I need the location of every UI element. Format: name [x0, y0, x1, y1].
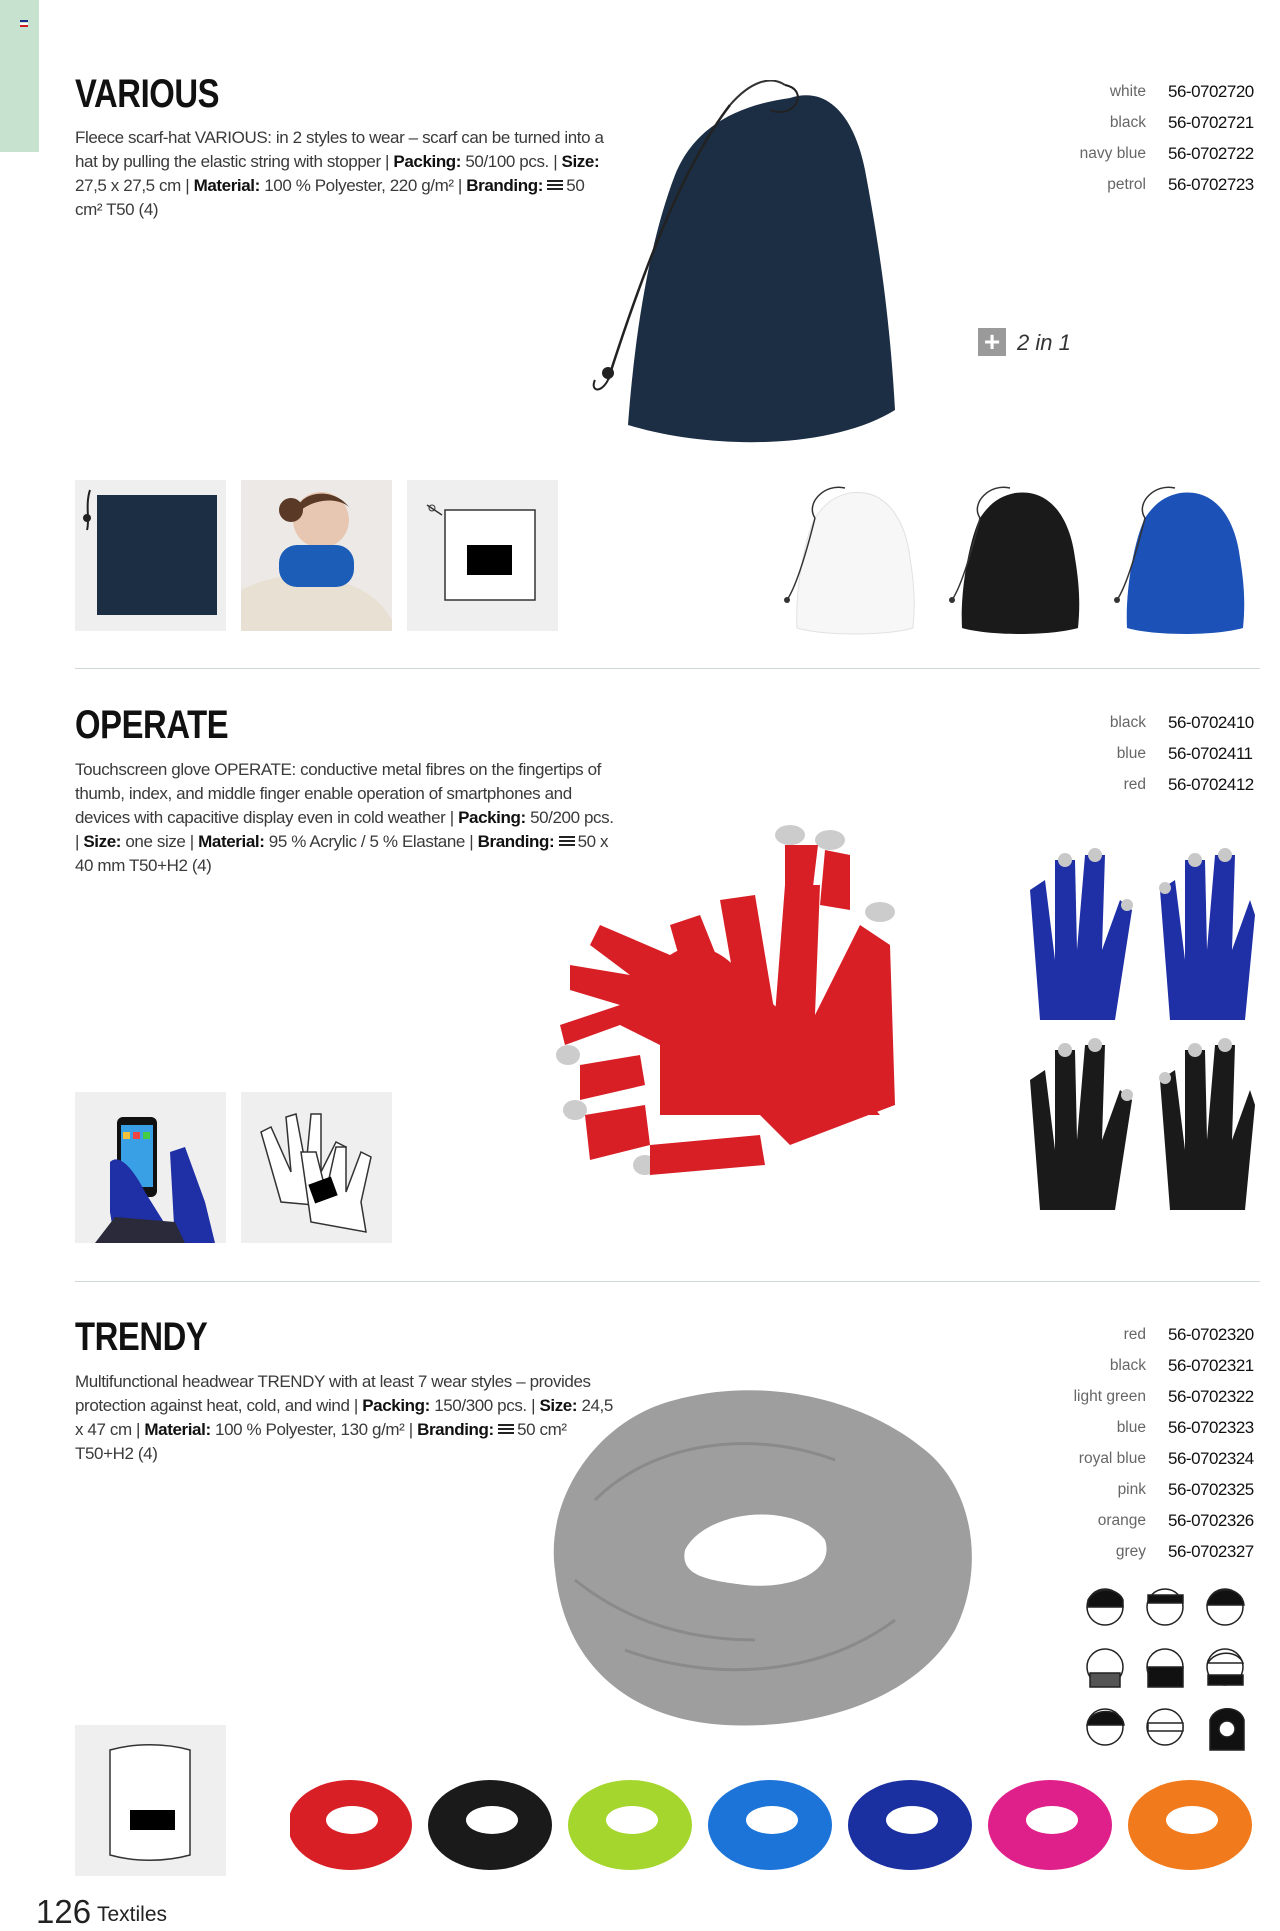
variant-row: black 56-0702410 — [1109, 712, 1254, 732]
chapter-tab — [0, 0, 39, 152]
branding-area-thumbnail — [407, 480, 558, 631]
product-description: Fleece scarf-hat VARIOUS: in 2 styles to wear – scarf can be turned into a hat by pulling the elastic string with stopper | Packing: 50/100 pcs. | Size: 27,5 x 27,5 cm | Material: 100 % Polyester, 220 g/m² | Branding: 50 cm² T50 (4) — [75, 128, 604, 219]
product-description: Multifunctional headwear TRENDY with at least 7 wear styles – provides protection against heat, cold, and wind | Packing: 150/300 pcs. | Size: 24,5 x 47 cm | Material: 100 % Polyester, 130 g/m² | Branding: 50 cm² T50+H2 (4) — [75, 1372, 613, 1463]
variant-row: orange 56-0702326 — [1097, 1510, 1254, 1530]
glove-variants-image — [1020, 840, 1260, 1230]
variant-list — [1006, 76, 1254, 200]
variant-row: red 56-0702412 — [1123, 774, 1254, 794]
variant-row: navy blue 56-0702722 — [1079, 143, 1254, 163]
variant-row: royal blue 56-0702324 — [1078, 1448, 1254, 1468]
product-title: TRENDY — [75, 1315, 208, 1359]
model-wearing-scarf-thumbnail — [241, 480, 392, 631]
page-number: 126 — [36, 1893, 92, 1930]
product-title: VARIOUS — [75, 72, 220, 116]
variant-list — [1006, 707, 1254, 800]
folded-scarf-thumbnail — [75, 480, 226, 631]
print-method-icon — [498, 1424, 514, 1436]
print-method-icon — [547, 180, 563, 192]
royal-blue-variant-image — [1105, 478, 1255, 638]
variant-list — [1006, 1319, 1254, 1567]
wear-styles-icons — [1075, 1580, 1260, 1760]
grey-tube-scarf-main-image — [535, 1380, 985, 1740]
product-title: OPERATE — [75, 703, 229, 747]
product-description: Touchscreen glove OPERATE: conductive metal fibres on the fingertips of thumb, index, and middle finger enable operation of smartphones and devices with capacitive display even in cold weather | Packing: 50/200 pcs. | Size: one size | Material: 95 % Acrylic / 5 % Elastane | Branding: 50 x 40 mm T50+H2 (4) — [75, 760, 614, 875]
scarf-branding-thumbnail — [75, 1725, 226, 1876]
variant-row: pink 56-0702325 — [1117, 1479, 1254, 1499]
variant-row: black 56-0702721 — [1109, 112, 1254, 132]
flag-icon — [20, 20, 28, 27]
white-variant-image — [775, 478, 925, 638]
variant-row: blue 56-0702411 — [1116, 743, 1253, 763]
red-gloves-main-image — [550, 815, 940, 1195]
variant-row: blue 56-0702323 — [1116, 1417, 1254, 1437]
section-divider — [75, 1281, 1260, 1282]
variant-row: grey 56-0702327 — [1115, 1541, 1254, 1561]
variant-row: white 56-0702720 — [1109, 81, 1254, 101]
chapter-name: Textiles — [97, 1903, 168, 1926]
glove-branding-thumbnail — [241, 1092, 392, 1243]
variant-row: black 56-0702321 — [1109, 1355, 1254, 1375]
two-in-one-badge: 2 in 1 — [1017, 330, 1071, 355]
black-variant-image — [940, 478, 1090, 638]
scarf-hat-main-image — [580, 80, 960, 455]
variant-row: petrol 56-0702723 — [1107, 174, 1254, 194]
section-divider — [75, 668, 1260, 669]
variant-row: light green 56-0702322 — [1073, 1386, 1254, 1406]
touchscreen-use-thumbnail — [75, 1092, 226, 1243]
scarf-colour-variants — [290, 1770, 1265, 1880]
variant-row: red 56-0702320 — [1123, 1324, 1254, 1344]
plus-icon: + — [978, 328, 1006, 356]
